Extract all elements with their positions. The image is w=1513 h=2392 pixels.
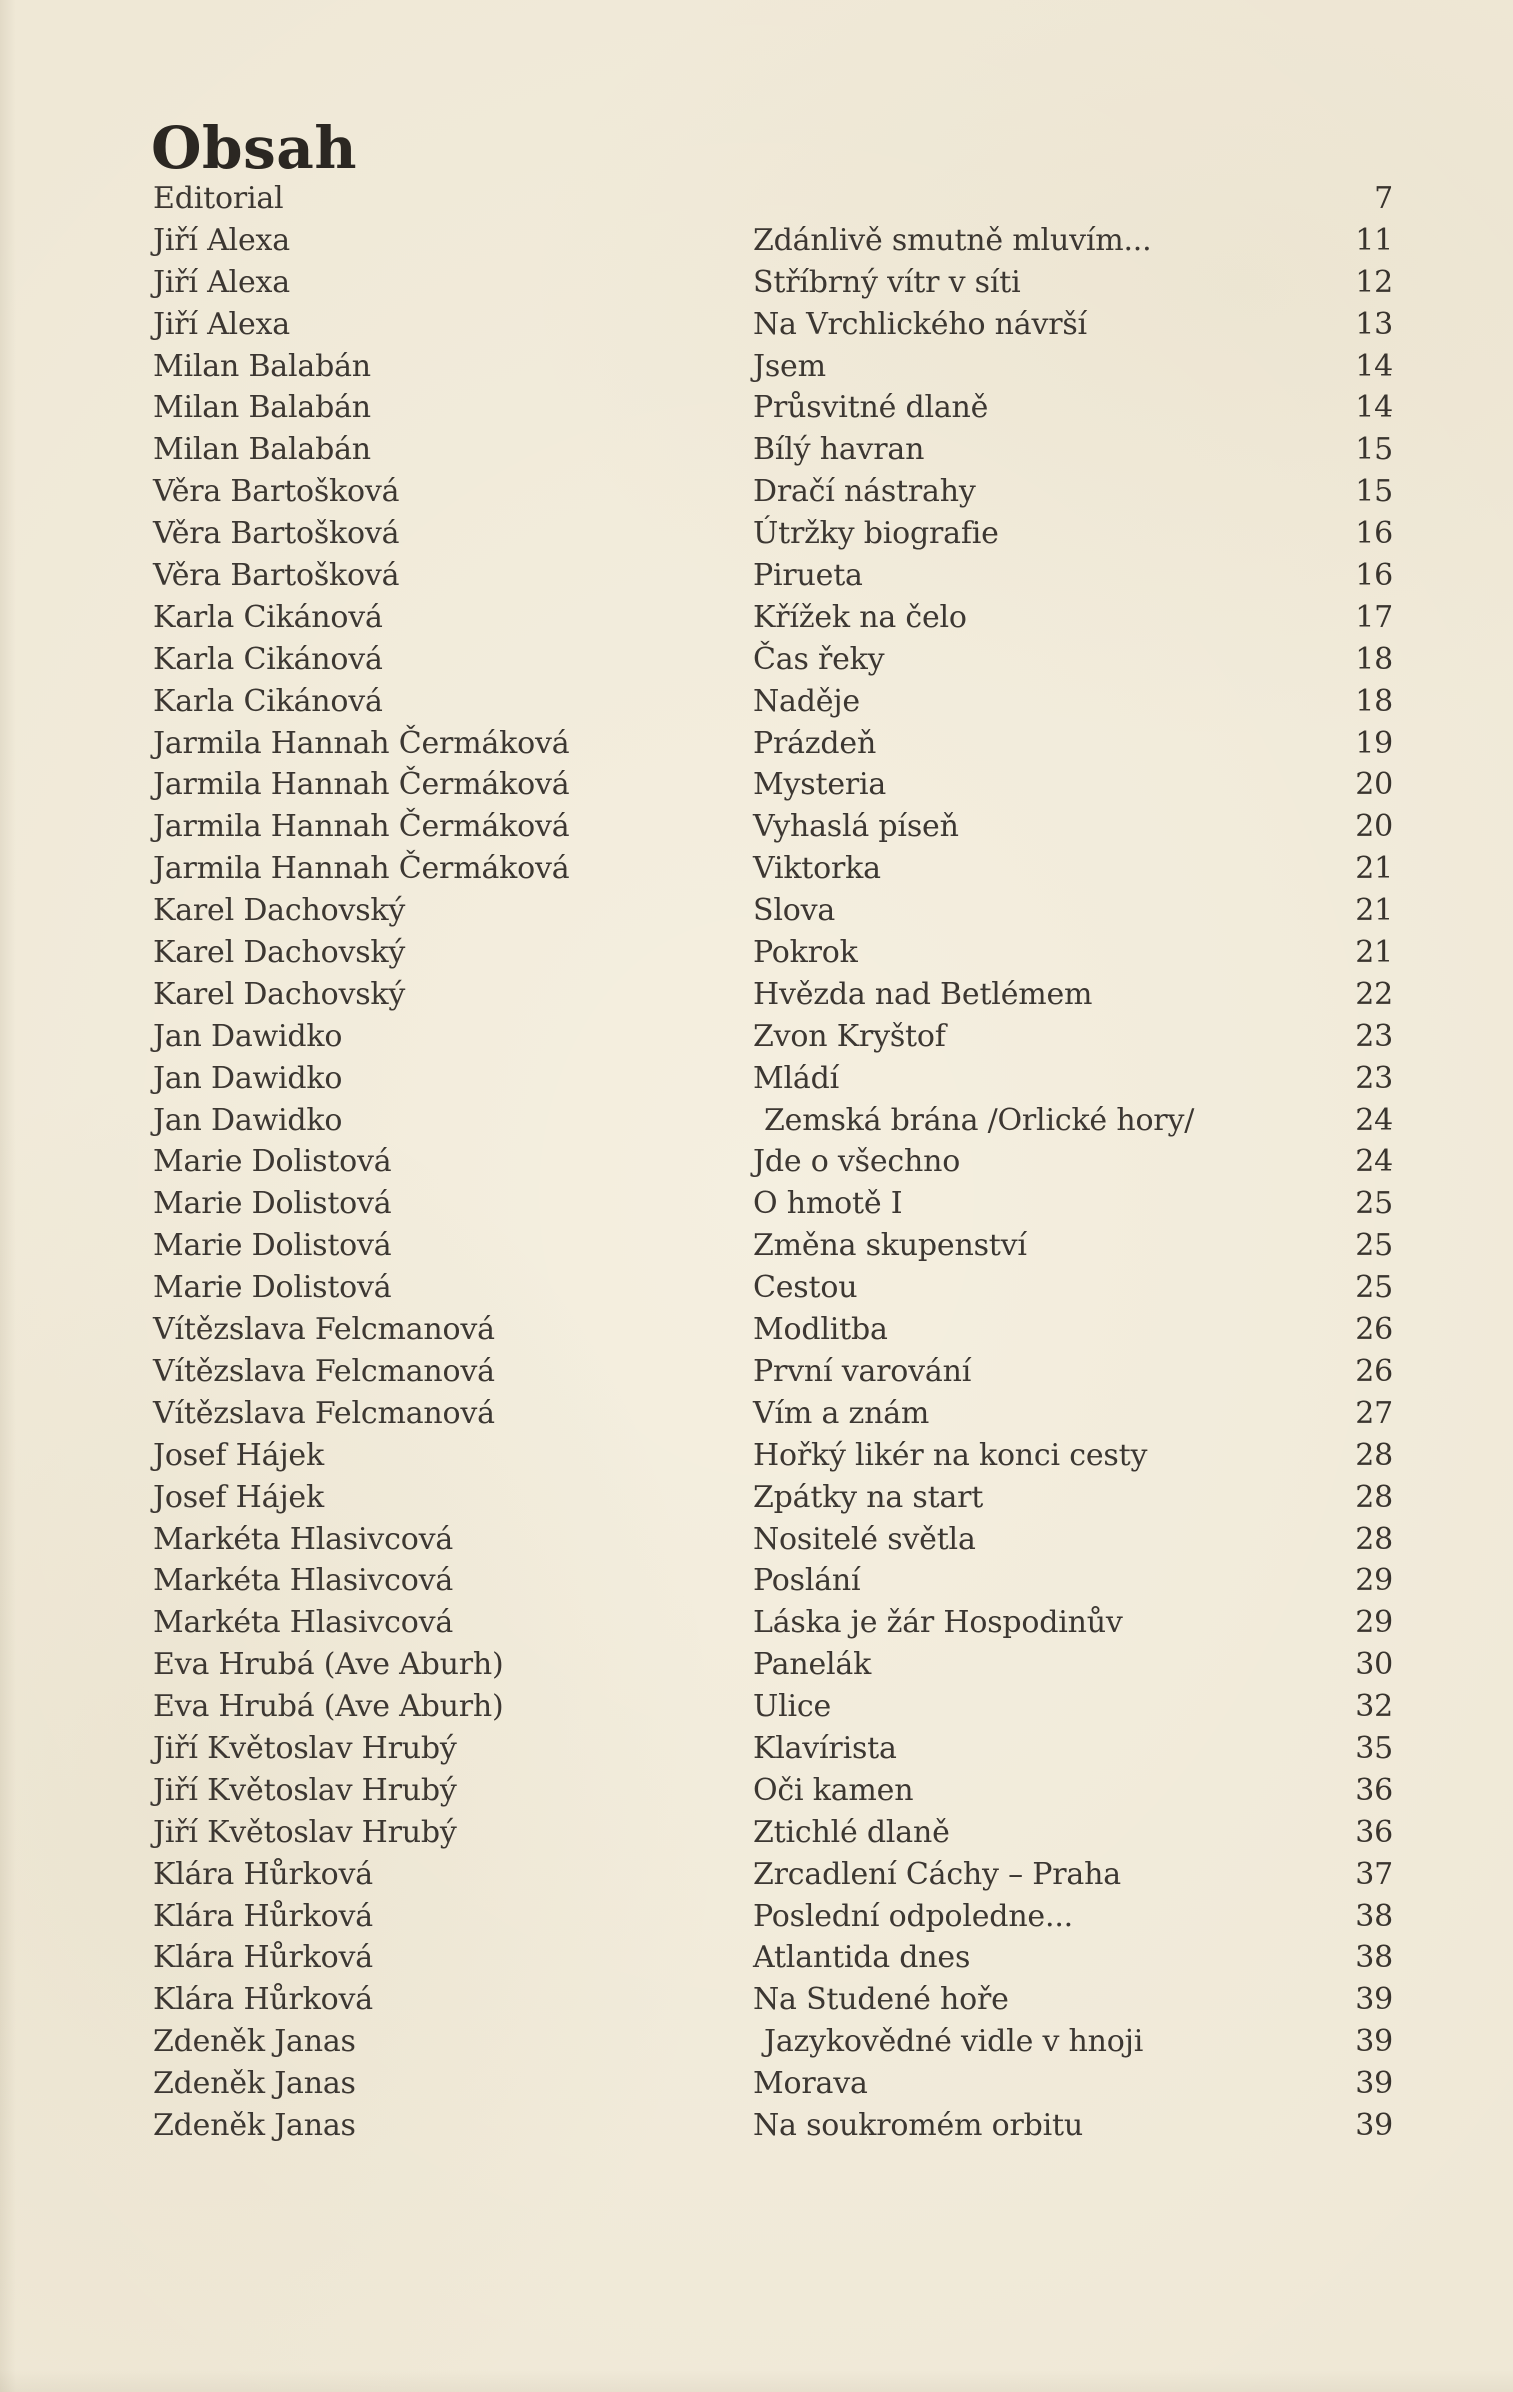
- toc-row: [153, 555, 1393, 597]
- toc-title: Zvon Kryštof: [753, 1018, 946, 1054]
- toc-page: 39: [1355, 1982, 1393, 2018]
- toc-page: 7: [1374, 181, 1393, 216]
- toc-row: [153, 220, 1393, 262]
- toc-author: Markéta Hlasivcová: [153, 1521, 454, 1557]
- toc-page: 29: [1355, 1605, 1393, 1641]
- toc-author: Klára Hůrková: [153, 1982, 373, 2018]
- toc-title: Viktorka: [753, 851, 881, 887]
- toc-title: Pirueta: [753, 558, 863, 594]
- toc-row: [153, 1016, 1393, 1058]
- toc-title: Jde o všechno: [753, 1144, 961, 1180]
- toc-author: Jarmila Hannah Čermáková: [153, 767, 570, 803]
- toc-page: 23: [1355, 1060, 1393, 1096]
- toc-row: [153, 974, 1393, 1016]
- toc-page: 27: [1355, 1395, 1393, 1431]
- toc-row: [153, 681, 1393, 723]
- toc-author: Karel Dachovský: [153, 935, 406, 971]
- toc-title: Hvězda nad Betlémem: [753, 976, 1093, 1012]
- toc-author: Editorial: [153, 181, 284, 216]
- toc-title: Bílý havran: [753, 432, 925, 468]
- toc-title: Pokrok: [753, 935, 858, 971]
- toc-page: 18: [1355, 641, 1393, 677]
- toc-page: 39: [1355, 2107, 1393, 2143]
- toc-title: Oči kamen: [753, 1772, 914, 1808]
- toc-author: Zdeněk Janas: [153, 2066, 356, 2102]
- toc-row: [153, 1058, 1393, 1100]
- toc-row: [153, 1519, 1393, 1561]
- toc-page: 19: [1355, 725, 1393, 761]
- toc-row: [153, 1393, 1393, 1435]
- toc-author: Jiří Alexa: [153, 306, 290, 342]
- toc-page: 25: [1355, 1186, 1393, 1222]
- toc-author: Věra Bartošková: [153, 516, 400, 552]
- toc-page: 37: [1355, 1856, 1393, 1892]
- toc-author: Marie Dolistová: [153, 1270, 392, 1306]
- toc-title: Na soukromém orbitu: [753, 2107, 1083, 2143]
- toc-author: Jan Dawidko: [153, 1060, 343, 1096]
- toc-page: 21: [1355, 893, 1393, 929]
- toc-row: [153, 1477, 1393, 1519]
- toc-title: Prázdeň: [753, 725, 877, 761]
- toc-title: První varování: [753, 1353, 972, 1389]
- toc-author: Jiří Alexa: [153, 264, 290, 300]
- toc-title: Křížek na čelo: [753, 599, 967, 635]
- toc-row: [153, 1100, 1393, 1142]
- toc-title: Stříbrný vítr v síti: [753, 264, 1021, 300]
- toc-row: [153, 723, 1393, 765]
- toc-title: Modlitba: [753, 1312, 888, 1348]
- toc-title: Láska je žár Hospodinův: [753, 1605, 1123, 1641]
- toc-row: [153, 639, 1393, 681]
- toc-row: [153, 513, 1393, 555]
- toc-author: Jan Dawidko: [153, 1102, 343, 1138]
- toc-row: [153, 1560, 1393, 1602]
- toc-page: 30: [1355, 1647, 1393, 1683]
- toc-title: Morava: [753, 2066, 868, 2102]
- toc-author: Jan Dawidko: [153, 1018, 343, 1054]
- scan-edge-shadow-bottom: [0, 2370, 1513, 2392]
- toc-author: Klára Hůrková: [153, 1856, 373, 1892]
- toc-list: [153, 178, 1393, 2147]
- toc-title: Atlantida dnes: [753, 1940, 971, 1976]
- toc-author: Josef Hájek: [153, 1437, 324, 1473]
- toc-row: [153, 1770, 1393, 1812]
- toc-author: Zdeněk Janas: [153, 2024, 356, 2060]
- toc-row: [153, 1979, 1393, 2021]
- toc-row: [153, 597, 1393, 639]
- toc-author: Karel Dachovský: [153, 976, 406, 1012]
- toc-author: Jarmila Hannah Čermáková: [153, 851, 570, 887]
- toc-author: Marie Dolistová: [153, 1144, 392, 1180]
- toc-author: Vítězslava Felcmanová: [153, 1312, 495, 1348]
- toc-page: 15: [1355, 432, 1393, 468]
- toc-title: Útržky biografie: [753, 516, 999, 552]
- toc-author: Jarmila Hannah Čermáková: [153, 725, 570, 761]
- toc-page: 17: [1355, 599, 1393, 635]
- toc-author: Markéta Hlasivcová: [153, 1563, 454, 1599]
- toc-author: Karel Dachovský: [153, 893, 406, 929]
- toc-author: Klára Hůrková: [153, 1898, 373, 1934]
- toc-author: Jiří Květoslav Hrubý: [153, 1814, 457, 1850]
- toc-page: 18: [1355, 683, 1393, 719]
- toc-page: 23: [1355, 1018, 1393, 1054]
- toc-row: [153, 304, 1393, 346]
- toc-page: 25: [1355, 1270, 1393, 1306]
- toc-page: 24: [1355, 1102, 1393, 1138]
- toc-row: [153, 1435, 1393, 1477]
- toc-page: 39: [1355, 2024, 1393, 2060]
- toc-page: 38: [1355, 1940, 1393, 1976]
- toc-row: [153, 764, 1393, 806]
- toc-page: 25: [1355, 1228, 1393, 1264]
- toc-row: [153, 178, 1393, 220]
- toc-page: 13: [1355, 306, 1393, 342]
- toc-title: Jazykovědné vidle v hnoji: [764, 2024, 1144, 2060]
- toc-title: Poslední odpoledne...: [753, 1898, 1073, 1934]
- toc-author: Markéta Hlasivcová: [153, 1605, 454, 1641]
- toc-author: Vítězslava Felcmanová: [153, 1353, 495, 1389]
- toc-title: Naděje: [753, 683, 860, 719]
- toc-page: 29: [1355, 1563, 1393, 1599]
- toc-author: Karla Cikánová: [153, 683, 383, 719]
- toc-title: Změna skupenství: [753, 1228, 1027, 1264]
- toc-title: Poslání: [753, 1563, 861, 1599]
- toc-title: Mysteria: [753, 767, 887, 803]
- toc-title: Slova: [753, 893, 836, 929]
- toc-author: Milan Balabán: [153, 432, 371, 468]
- toc-author: Vítězslava Felcmanová: [153, 1395, 495, 1431]
- toc-page: 12: [1355, 264, 1393, 300]
- toc-row: [153, 346, 1393, 388]
- toc-row: [153, 1141, 1393, 1183]
- toc-row: [153, 1602, 1393, 1644]
- toc-title: [753, 178, 1321, 220]
- toc-author: Klára Hůrková: [153, 1940, 373, 1976]
- toc-author: Milan Balabán: [153, 390, 371, 426]
- toc-author: Jiří Květoslav Hrubý: [153, 1730, 457, 1766]
- toc-page: 26: [1355, 1353, 1393, 1389]
- toc-author: Marie Dolistová: [153, 1186, 392, 1222]
- toc-row: [153, 932, 1393, 974]
- toc-page: 16: [1355, 516, 1393, 552]
- toc-page: 35: [1355, 1730, 1393, 1766]
- toc-row: [153, 1854, 1393, 1896]
- toc-title: O hmotě I: [753, 1186, 903, 1222]
- toc-title: Cestou: [753, 1270, 858, 1306]
- page-title: Obsah: [151, 113, 357, 182]
- toc-title: Mládí: [753, 1060, 839, 1096]
- toc-row: [153, 262, 1393, 304]
- toc-title: Zrcadlení Cáchy – Praha: [753, 1856, 1121, 1892]
- toc-author: Josef Hájek: [153, 1479, 324, 1515]
- scan-edge-shadow-left: [0, 0, 16, 2392]
- toc-row: [153, 1309, 1393, 1351]
- toc-row: [153, 806, 1393, 848]
- toc-title: Hořký likér na konci cesty: [753, 1437, 1148, 1473]
- toc-page: 24: [1355, 1144, 1393, 1180]
- toc-page: 36: [1355, 1772, 1393, 1808]
- toc-page: 36: [1355, 1814, 1393, 1850]
- toc-title: Nositelé světla: [753, 1521, 976, 1557]
- toc-page: 20: [1355, 809, 1393, 845]
- toc-row: [153, 2021, 1393, 2063]
- toc-row: [153, 2105, 1393, 2147]
- toc-title: Ztichlé dlaně: [753, 1814, 950, 1850]
- toc-author: Eva Hrubá (Ave Aburh): [153, 1689, 504, 1725]
- toc-title: Průsvitné dlaně: [753, 390, 989, 426]
- toc-title: Na Studené hoře: [753, 1982, 1009, 2018]
- toc-title: Zemská brána /Orlické hory/: [764, 1102, 1195, 1138]
- toc-title: Čas řeky: [753, 641, 885, 677]
- toc-row: [153, 1644, 1393, 1686]
- toc-author: Zdeněk Janas: [153, 2107, 356, 2143]
- toc-title: Zdánlivě smutně mluvím...: [753, 222, 1152, 258]
- toc-title: Dračí nástrahy: [753, 474, 976, 510]
- toc-row: [153, 1183, 1393, 1225]
- toc-row: [153, 1351, 1393, 1393]
- toc-author: Jiří Květoslav Hrubý: [153, 1772, 457, 1808]
- toc-title: Klavírista: [753, 1730, 897, 1766]
- toc-page: 14: [1355, 390, 1393, 426]
- toc-page: 28: [1355, 1479, 1393, 1515]
- toc-page: 20: [1355, 767, 1393, 803]
- toc-row: [153, 848, 1393, 890]
- toc-title: Zpátky na start: [753, 1479, 984, 1515]
- toc-page: 16: [1355, 558, 1393, 594]
- toc-row: [153, 1896, 1393, 1938]
- toc-row: [153, 1937, 1393, 1979]
- toc-page: 21: [1355, 935, 1393, 971]
- toc-row: [153, 1225, 1393, 1267]
- toc-row: [153, 2063, 1393, 2105]
- toc-row: [153, 1728, 1393, 1770]
- toc-author: Eva Hrubá (Ave Aburh): [153, 1647, 504, 1683]
- toc-row: [153, 890, 1393, 932]
- toc-page: 21: [1355, 851, 1393, 887]
- toc-page: 32: [1355, 1689, 1393, 1725]
- toc-page: 39: [1355, 2066, 1393, 2102]
- toc-page: 22: [1355, 976, 1393, 1012]
- toc-row: [153, 471, 1393, 513]
- toc-row: [153, 1267, 1393, 1309]
- toc-title: Panelák: [753, 1647, 872, 1683]
- toc-title: Na Vrchlického návrší: [753, 306, 1087, 342]
- toc-page: 15: [1355, 474, 1393, 510]
- toc-page: 38: [1355, 1898, 1393, 1934]
- toc-author: Marie Dolistová: [153, 1228, 392, 1264]
- toc-title: Ulice: [753, 1689, 832, 1725]
- toc-author: Karla Cikánová: [153, 599, 383, 635]
- toc-page: 14: [1355, 348, 1393, 384]
- toc-author: Karla Cikánová: [153, 641, 383, 677]
- toc-author: Věra Bartošková: [153, 474, 400, 510]
- toc-page: 11: [1355, 222, 1393, 258]
- toc-title: Jsem: [753, 348, 826, 384]
- toc-author: Věra Bartošková: [153, 558, 400, 594]
- toc-row: [153, 429, 1393, 471]
- toc-title: Vím a znám: [753, 1395, 930, 1431]
- toc-author: Jiří Alexa: [153, 222, 290, 258]
- toc-author: Milan Balabán: [153, 348, 371, 384]
- toc-title: Vyhaslá píseň: [753, 809, 959, 845]
- toc-row: [153, 1686, 1393, 1728]
- toc-row: [153, 1812, 1393, 1854]
- toc-page: 28: [1355, 1437, 1393, 1473]
- toc-author: Jarmila Hannah Čermáková: [153, 809, 570, 845]
- toc-page: 26: [1355, 1312, 1393, 1348]
- toc-row: [153, 387, 1393, 429]
- toc-page: 28: [1355, 1521, 1393, 1557]
